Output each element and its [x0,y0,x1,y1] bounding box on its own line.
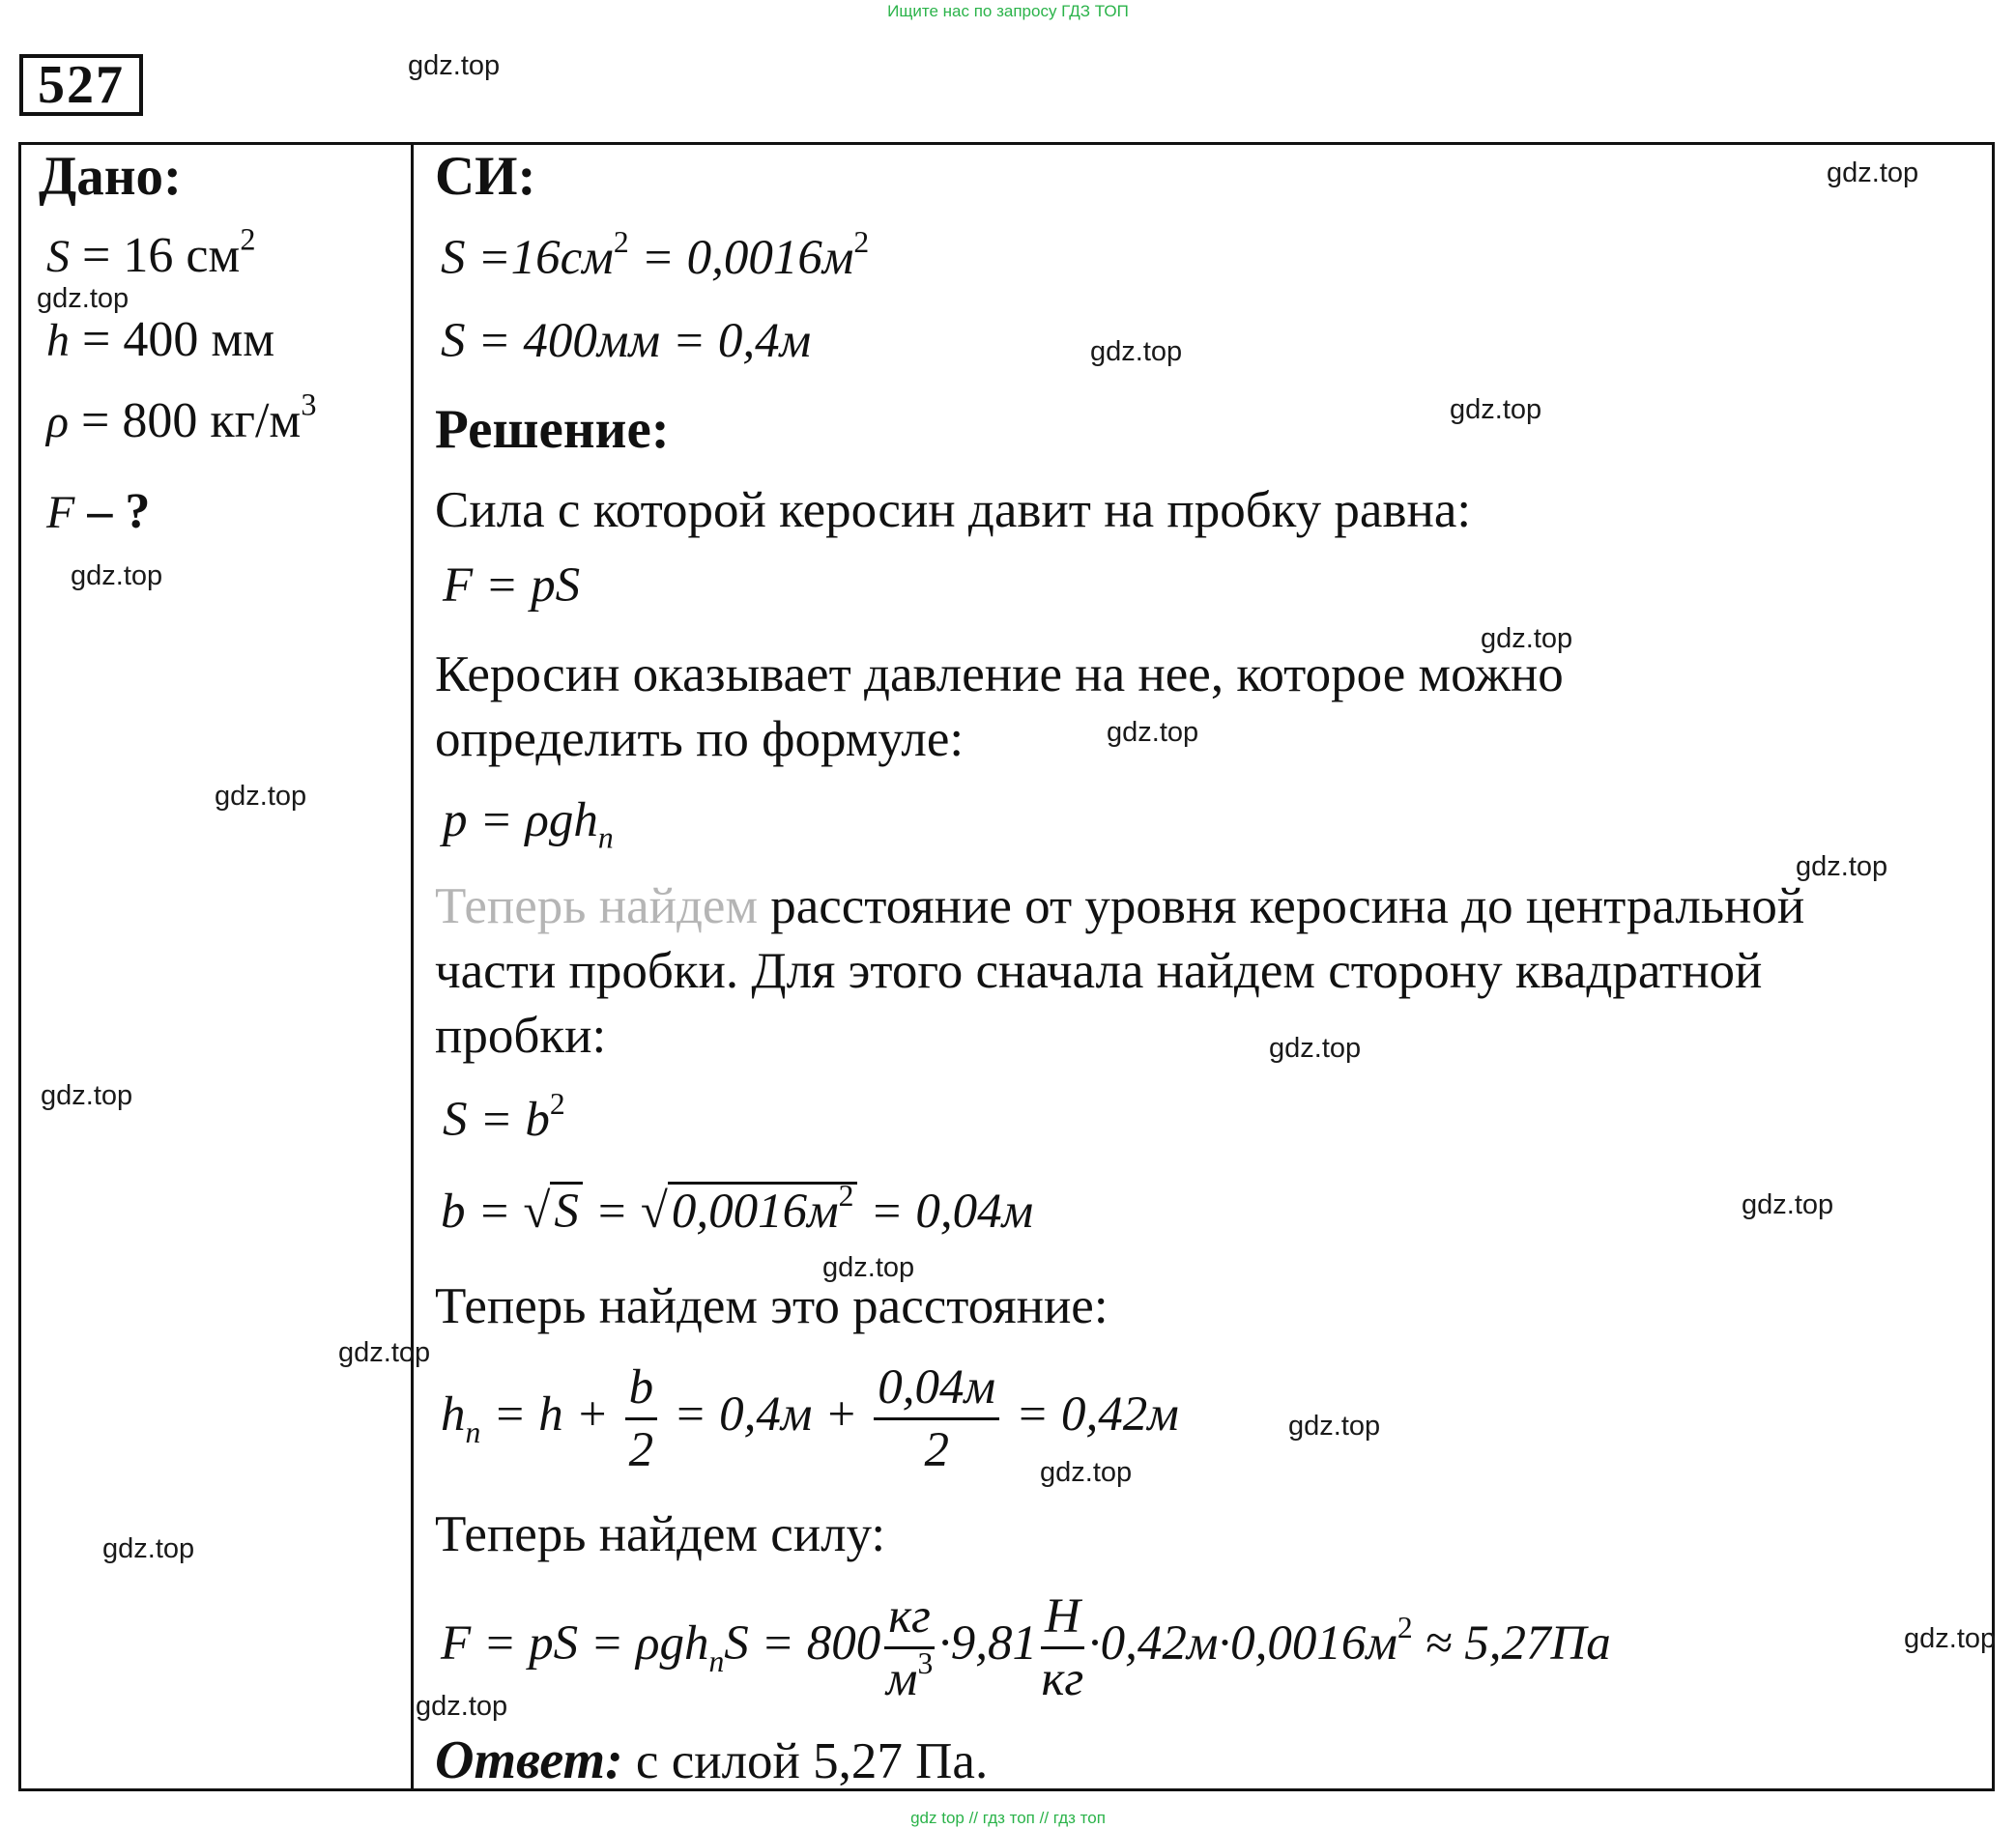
solution-text-1: Сила с которой керосин давит на пробку равна: [435,482,1472,538]
column-divider [411,142,414,1791]
watermark: gdz.top [1288,1411,1381,1442]
watermark: gdz.top [71,560,163,591]
given-density: ρ = 800 $кг/м^3$ [46,386,317,448]
equation-force: F = pS [443,558,581,613]
solution-text-3c: пробки: [435,1008,607,1064]
solution-text-5: Теперь найдем силу: [435,1506,886,1562]
watermark: gdz.top [1481,623,1573,654]
footer: gdz top // гдз топ // гдз топ [910,1809,1106,1827]
problem-number: 527 [19,54,143,116]
si-heading: СИ: [435,146,536,207]
watermark: gdz.top [408,50,501,81]
watermark: gdz.top [822,1252,915,1283]
watermark: gdz.top [1107,717,1199,748]
si-area-conversion: $S =16см^2 = 0,0016м^2$ [441,224,870,285]
solution-heading: Решение: [435,399,670,460]
watermark: gdz.top [37,283,130,314]
given-height: h = 400 мм [46,312,275,367]
given-unknown: F – ? [46,484,151,539]
given-heading: Дано: [39,146,183,207]
watermark: gdz.top [1742,1189,1834,1220]
solution-text-4: Теперь найдем это расстояние: [435,1278,1109,1334]
watermark: gdz.top [416,1691,508,1722]
watermark: gdz.top [102,1533,195,1564]
equation-side-length: $b = √S = √0,0016м^2 = 0,04м$ [441,1178,1034,1239]
given-area: S = 16 $см^2$ [46,221,256,283]
watermark: gdz.top [215,781,307,812]
answer: Ответ: с силой 5,27 Па. [435,1730,989,1790]
si-length-conversion: S = 400мм = 0,4м [441,314,812,368]
solution-text-3b: части пробки. Для этого сначала найдем сторону квадратной [435,943,1763,999]
watermark: gdz.top [1269,1033,1362,1064]
equation-final-force: F = pS = ρgh$_п$S = 800 $\frac{кг}{м^3}$ ·9,81 $\frac{Н}{кг}$ $\cdot 0,42м\cdot 0,0016м^2 \approx 5,27Па$ [441,1586,1611,1709]
watermark: gdz.top [1827,157,1919,188]
watermark: gdz.top [1796,851,1888,882]
top-banner: Ищите нас по запросу ГДЗ ТОП [887,2,1129,20]
solution-text-2a: Керосин оказывает давление на нее, которое можно [435,646,1564,702]
watermark: gdz.top [1450,394,1542,425]
watermark: gdz.top [338,1337,431,1368]
solution-text-2b: определить по формуле: [435,711,965,767]
watermark: gdz.top [1090,336,1183,367]
watermark: gdz.top [1904,1623,1997,1654]
equation-side-area: $S = b^2$ [443,1086,565,1147]
equation-pressure: p = ρgh$_п$ [443,793,614,855]
solution-text-3a: Теперь найдем расстояние от уровня керосина до центральной [435,878,1805,934]
watermark: gdz.top [1040,1457,1133,1488]
equation-distance: $h_п = h$ + $\frac{b}{2}$ = 0,4м + $\frac{0,04м}{2}$ = 0,42м [441,1357,1179,1480]
watermark: gdz.top [41,1080,133,1111]
